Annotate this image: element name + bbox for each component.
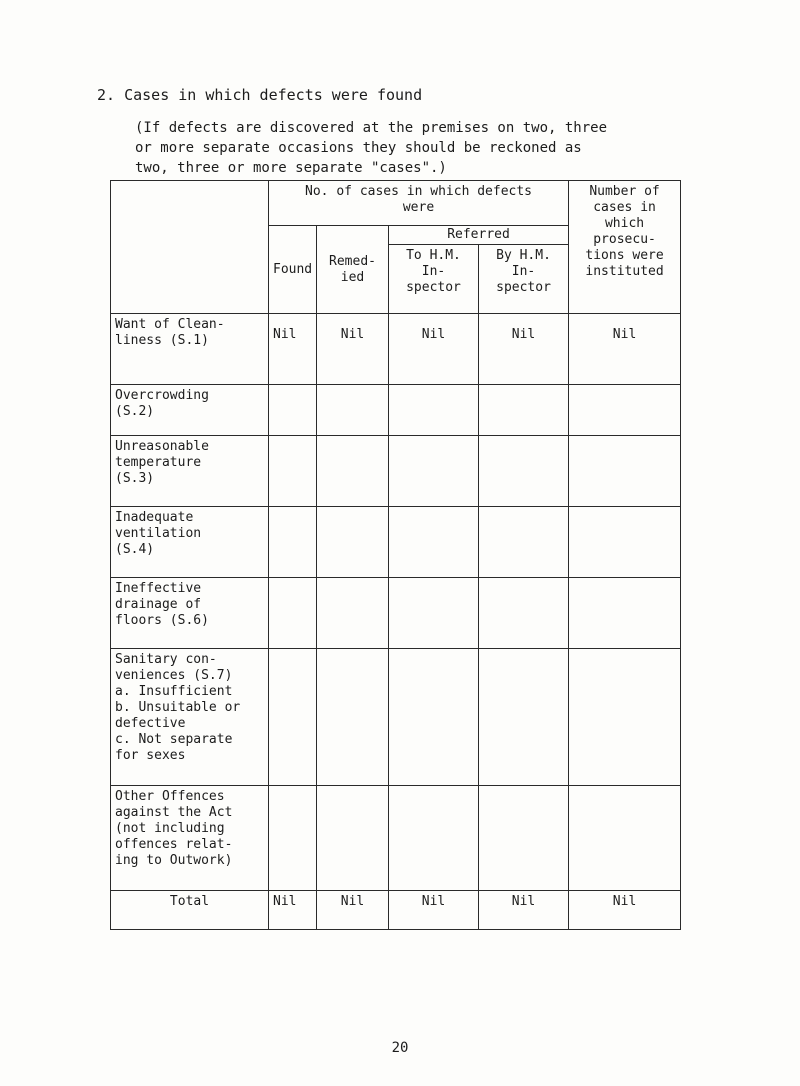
table-row	[111, 786, 681, 891]
intro-line: (If defects are discovered at the premises on two, three	[135, 120, 608, 136]
section-heading: 2. Cases in which defects were found	[97, 86, 423, 104]
prosecutions-cell: Nil	[569, 314, 681, 385]
found-cell	[269, 436, 317, 507]
prosecutions-cell	[569, 385, 681, 436]
found-cell	[269, 578, 317, 649]
total-by-hm-cell: Nil	[479, 891, 569, 930]
intro-line: two, three or more separate "cases".)	[135, 160, 447, 176]
header-no-of-cases: No. of cases in which defects were	[269, 181, 569, 226]
found-cell	[269, 507, 317, 578]
header-row	[111, 181, 681, 226]
prosecutions-cell	[569, 578, 681, 649]
by-hm-cell	[479, 507, 569, 578]
header-blank-cell	[111, 181, 269, 314]
remedied-cell	[317, 507, 389, 578]
total-found-cell: Nil	[269, 891, 317, 930]
prosecutions-cell	[569, 507, 681, 578]
row-label: Ineffective drainage of floors (S.6)	[111, 578, 269, 649]
to-hm-cell	[389, 385, 479, 436]
total-remedied-cell: Nil	[317, 891, 389, 930]
table-row	[111, 507, 681, 578]
prosecutions-cell	[569, 649, 681, 786]
intro-line: or more separate occasions they should be reckoned as	[135, 140, 582, 156]
row-label: Overcrowding (S.2)	[111, 385, 269, 436]
intro-note	[135, 118, 675, 178]
header-remedied: Remed- ied	[317, 226, 389, 314]
remedied-cell	[317, 578, 389, 649]
row-label: Inadequate ventilation (S.4)	[111, 507, 269, 578]
header-found: Found	[269, 226, 317, 314]
table-row	[111, 578, 681, 649]
header-prosecutions: Number of cases in which prosecu- tions were instituted	[569, 181, 681, 314]
to-hm-cell: Nil	[389, 314, 479, 385]
table-row	[111, 314, 681, 385]
table-row	[111, 436, 681, 507]
header-to-hm-inspector: To H.M. In- spector	[389, 245, 479, 314]
to-hm-cell	[389, 578, 479, 649]
by-hm-cell	[479, 436, 569, 507]
found-cell: Nil	[269, 314, 317, 385]
remedied-cell	[317, 436, 389, 507]
remedied-cell	[317, 786, 389, 891]
page-number: 20	[391, 1040, 409, 1056]
row-label: Other Offences against the Act (not including offences relat- ing to Outwork)	[111, 786, 269, 891]
row-label: Sanitary con- veniences (S.7) a. Insufficient b. Unsuitable or defective c. Not separate for sexes	[111, 649, 269, 786]
found-cell	[269, 649, 317, 786]
total-row	[111, 891, 681, 930]
to-hm-cell	[389, 507, 479, 578]
total-label: Total	[111, 891, 269, 930]
to-hm-cell	[389, 436, 479, 507]
by-hm-cell	[479, 385, 569, 436]
found-cell	[269, 385, 317, 436]
prosecutions-cell	[569, 436, 681, 507]
by-hm-cell	[479, 649, 569, 786]
to-hm-cell	[389, 786, 479, 891]
defects-table	[110, 180, 681, 930]
remedied-cell	[317, 385, 389, 436]
header-referred: Referred	[389, 226, 569, 245]
remedied-cell: Nil	[317, 314, 389, 385]
found-cell	[269, 786, 317, 891]
by-hm-cell	[479, 578, 569, 649]
total-prosecutions-cell: Nil	[569, 891, 681, 930]
to-hm-cell	[389, 649, 479, 786]
table-row	[111, 385, 681, 436]
total-to-hm-cell: Nil	[389, 891, 479, 930]
header-by-hm-inspector: By H.M. In- spector	[479, 245, 569, 314]
row-label: Unreasonable temperature (S.3)	[111, 436, 269, 507]
row-label: Want of Clean- liness (S.1)	[111, 314, 269, 385]
by-hm-cell: Nil	[479, 314, 569, 385]
remedied-cell	[317, 649, 389, 786]
prosecutions-cell	[569, 786, 681, 891]
by-hm-cell	[479, 786, 569, 891]
table-row	[111, 649, 681, 786]
